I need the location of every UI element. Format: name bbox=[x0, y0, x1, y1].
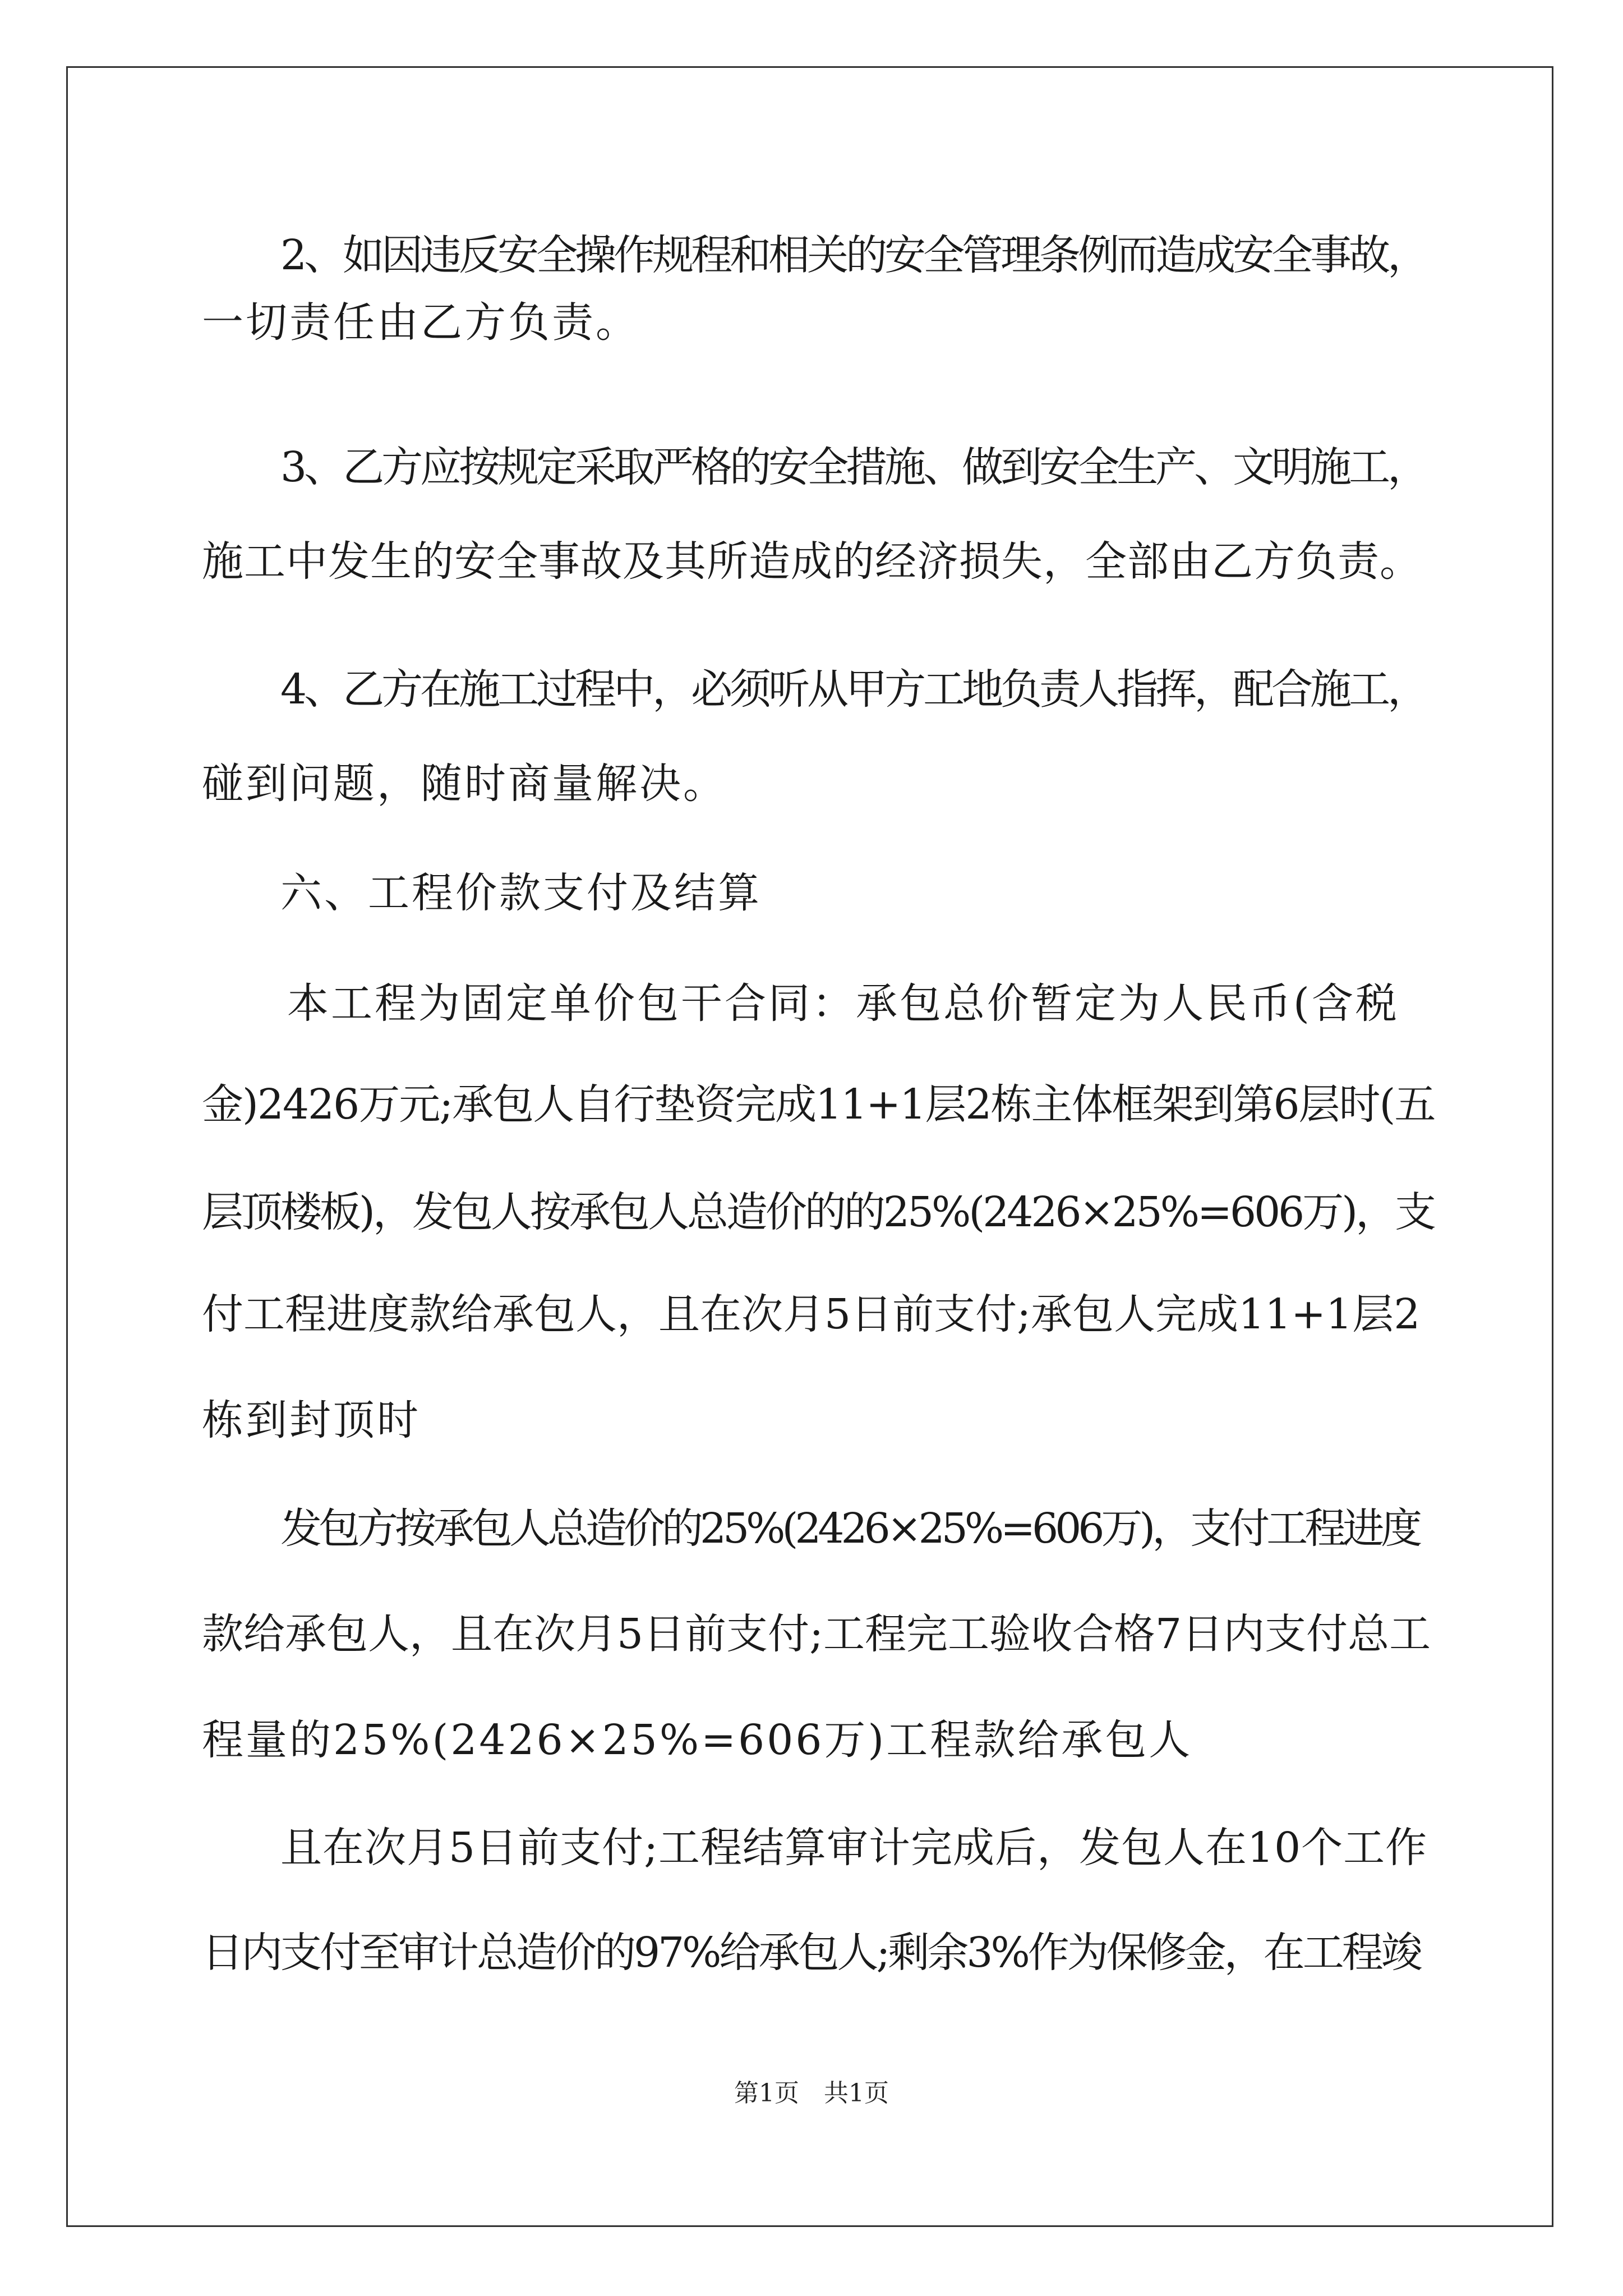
text-line: 层顶楼板)，发包人按承包人总造价的的25%(2426×25%=606万)，支 bbox=[202, 1188, 1435, 1236]
text-line: 施工中发生的安全事故及其所造成的经济损失，全部由乙方负责。 bbox=[202, 537, 1422, 586]
text-line: 日内支付至审计总造价的97%给承包人;剩余3%作为保修金，在工程竣 bbox=[202, 1929, 1421, 1977]
text-line: 2、如因违反安全操作规程和相关的安全管理条例而造成安全事故， bbox=[280, 231, 1427, 279]
text-line: 金)2426万元;承包人自行垫资完成11+1层2栋主体框架到第6层时(五 bbox=[202, 1080, 1435, 1129]
text-line: 4、乙方在施工过程中，必须听从甲方工地负责人指挥，配合施工， bbox=[280, 665, 1427, 714]
text-line: 程量的25%(2426×25%=606万)工程款给承包人 bbox=[202, 1716, 1193, 1764]
text-line: 栋到封顶时 bbox=[202, 1396, 421, 1444]
text-line: 且在次月5日前支付;工程结算审计完成后，发包人在10个工作 bbox=[280, 1824, 1428, 1872]
text-line: 发包方按承包人总造价的25%(2426×25%=606万)，支付工程进度 bbox=[280, 1504, 1419, 1553]
text-line: 付工程进度款给承包人，且在次月5日前支付;承包人完成11+1层2 bbox=[202, 1290, 1421, 1338]
text-line: 本工程为固定单价包干合同：承包总价暂定为人民币(含税 bbox=[287, 979, 1399, 1028]
section-heading: 六、工程价款支付及结算 bbox=[280, 869, 762, 917]
text-line: 3、乙方应按规定采取严格的安全措施、做到安全生产、文明施工， bbox=[280, 443, 1427, 491]
text-line: 一切责任由乙方负责。 bbox=[202, 298, 639, 347]
text-line: 款给承包人，且在次月5日前支付;工程完工验收合格7日内支付总工 bbox=[202, 1610, 1431, 1658]
page-footer: 第1页 共1页 bbox=[734, 2079, 889, 2108]
page-border bbox=[66, 66, 1553, 2227]
text-line: 碰到问题，随时商量解决。 bbox=[202, 760, 727, 808]
